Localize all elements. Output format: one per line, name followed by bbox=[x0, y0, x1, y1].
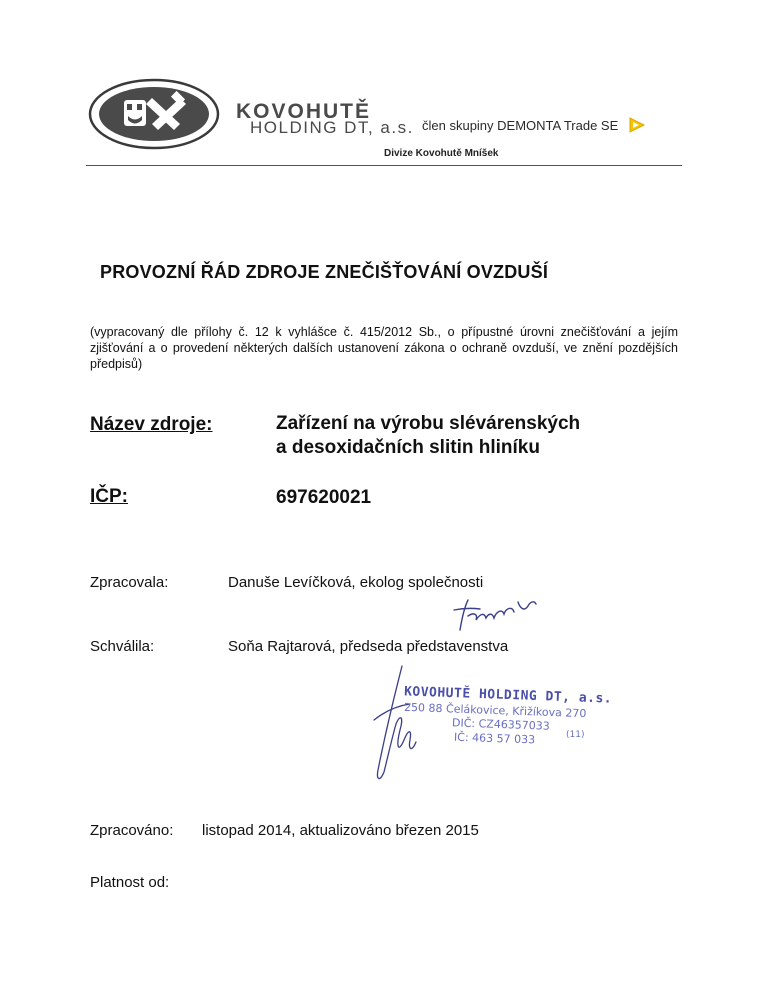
company-stamp bbox=[378, 660, 618, 790]
icp-label: IČP: bbox=[90, 486, 128, 507]
brand-subtitle: HOLDING DT, a.s. bbox=[250, 118, 414, 137]
stamp-company-id: IČ: 463 57 033 bbox=[453, 730, 536, 747]
document-title: PROVOZNÍ ŘÁD ZDROJE ZNEČIŠŤOVÁNÍ OVZDUŠÍ bbox=[100, 262, 549, 282]
source-value bbox=[276, 412, 580, 460]
processed-label: Zpracováno: bbox=[90, 822, 174, 839]
demonta-play-icon bbox=[628, 117, 646, 133]
stamp-company: KOVOHUTĚ HOLDING DT, a.s. bbox=[403, 684, 613, 707]
brand-name: KOVOHUTĚ bbox=[236, 100, 372, 123]
approved-by-label: Schválila: bbox=[90, 638, 155, 655]
kovohute-logo-icon bbox=[88, 78, 220, 150]
stamp-mark: (11) bbox=[566, 730, 585, 740]
membership-text: člen skupiny DEMONTA Trade SE bbox=[422, 118, 619, 133]
division-name: Divize Kovohutě Mníšek bbox=[384, 148, 499, 159]
source-value-line2: a desoxidačních slitin hliníku bbox=[276, 437, 540, 458]
stamp-address: 250 88 Čelákovice, Křižíkova 270 bbox=[403, 700, 587, 721]
approved-by-signature bbox=[366, 660, 426, 790]
prepared-by-signature bbox=[440, 594, 550, 636]
approved-by-value: Soňa Rajtarová, předseda představenstva bbox=[228, 638, 509, 655]
source-value-line1: Zařízení na výrobu slévárenských bbox=[276, 413, 581, 434]
document-intro: (vypracovaný dle přílohy č. 12 k vyhlášce č. 415/2012 Sb., o přípustné úrovni znečišťování a jejím zjišťování a o provedení některých dalších ustanovení zákona o ochraně ovzduší, ve znění pozdějších předpisů) bbox=[90, 325, 678, 371]
source-label: Název zdroje: bbox=[90, 414, 213, 435]
header-divider bbox=[86, 165, 682, 166]
prepared-by-label: Zpracovala: bbox=[90, 574, 169, 591]
icp-value: 697620021 bbox=[276, 487, 372, 508]
processed-value: listopad 2014, aktualizováno březen 2015 bbox=[202, 822, 479, 839]
valid-from-label: Platnost od: bbox=[90, 874, 170, 891]
stamp-vat-id: DIČ: CZ46357033 bbox=[451, 716, 551, 733]
prepared-by-value: Danuše Levíčková, ekolog společnosti bbox=[228, 574, 484, 591]
